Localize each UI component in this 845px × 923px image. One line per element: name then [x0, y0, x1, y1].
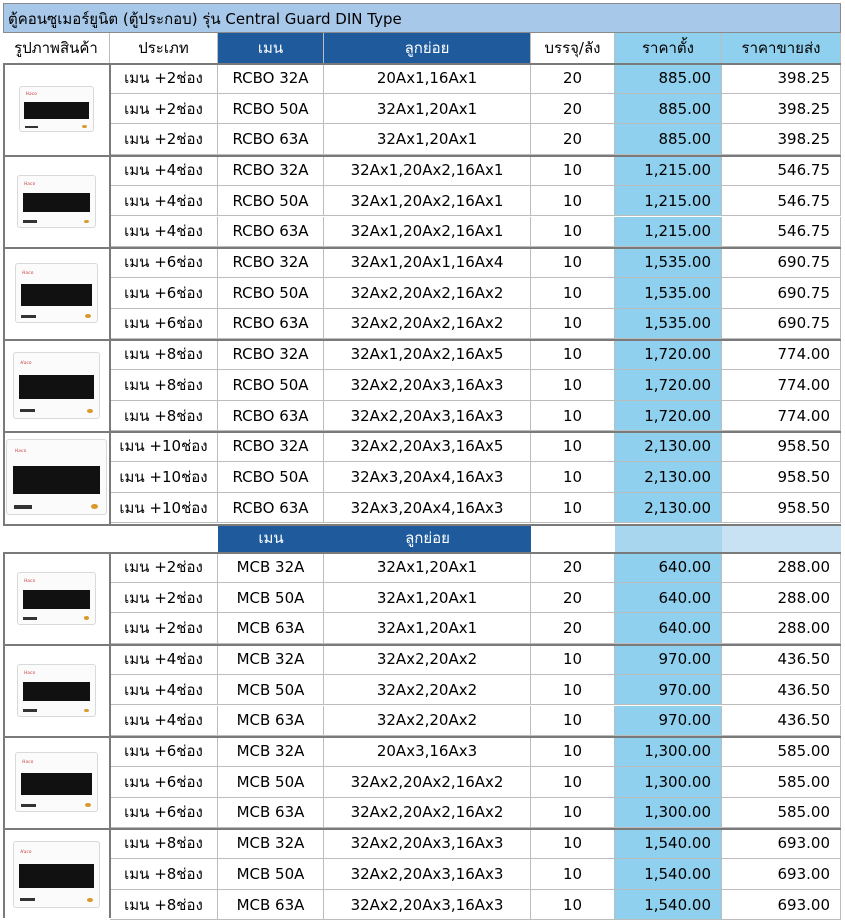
label-plate: [21, 315, 36, 318]
main-cell: MCB 32A: [218, 828, 324, 859]
type-cell: เมน +8ช่อง: [110, 828, 218, 859]
list-price-cell: 970.00: [615, 644, 722, 675]
label-plate: [23, 220, 37, 223]
pack-cell: 10: [531, 278, 615, 309]
header-image: รูปภาพสินค้า: [3, 33, 110, 63]
list-price-cell: 1,535.00: [615, 309, 722, 340]
wholesale-price-cell: 585.00: [722, 736, 841, 767]
list-price-cell: 640.00: [615, 552, 722, 583]
label-plate: [20, 898, 35, 901]
wholesale-price-cell: 690.75: [722, 247, 841, 278]
main-cell: MCB 50A: [218, 583, 324, 614]
sub-cell: 32Ax2,20Ax2: [324, 706, 531, 737]
pack-cell: 20: [531, 124, 615, 155]
pack-cell: 10: [531, 767, 615, 798]
main-cell: RCBO 32A: [218, 247, 324, 278]
pack-cell: 20: [531, 552, 615, 583]
product-image: [13, 841, 101, 907]
indicator-dot: [87, 898, 93, 903]
group-divider: [3, 247, 841, 249]
main-cell: RCBO 32A: [218, 63, 324, 94]
breaker-window: [23, 193, 91, 212]
subheader-wholesale-fill: [722, 524, 841, 553]
group-divider: [3, 155, 841, 157]
header-pack: บรรจุ/ลัง: [531, 33, 615, 63]
product-image: [13, 352, 101, 418]
list-price-cell: 640.00: [615, 613, 722, 644]
wholesale-price-cell: 436.50: [722, 706, 841, 737]
sub-cell: 32Ax2,20Ax3,16Ax3: [324, 890, 531, 921]
type-cell: เมน +4ช่อง: [110, 644, 218, 675]
subheader-sub: ลูกย่อย: [324, 524, 531, 553]
wholesale-price-cell: 693.00: [722, 859, 841, 890]
product-image: [6, 439, 107, 515]
pack-cell: 10: [531, 644, 615, 675]
breaker-window: [21, 773, 93, 795]
header-list-price: ราคาตั้ง: [615, 33, 722, 63]
brand-logo: Haco: [25, 91, 38, 97]
brand-logo: Haco: [24, 669, 36, 675]
sheet-title: ตู้คอนซูเมอร์ยูนิต (ตู้ประกอบ) รุ่น Central Guard DIN Type: [3, 3, 841, 33]
type-cell: เมน +6ช่อง: [110, 736, 218, 767]
type-cell: เมน +4ช่อง: [110, 155, 218, 186]
sub-cell: 20Ax3,16Ax3: [324, 736, 531, 767]
list-price-cell: 1,540.00: [615, 890, 722, 921]
list-price-cell: 1,300.00: [615, 767, 722, 798]
product-image: [17, 175, 96, 228]
main-cell: RCBO 50A: [218, 94, 324, 125]
list-price-cell: 1,540.00: [615, 859, 722, 890]
breaker-window: [13, 466, 100, 494]
list-price-cell: 1,720.00: [615, 370, 722, 401]
group-divider: [3, 524, 841, 526]
wholesale-price-cell: 585.00: [722, 767, 841, 798]
breaker-window: [21, 284, 93, 306]
pack-cell: 10: [531, 370, 615, 401]
group-border: [3, 63, 5, 524]
list-price-cell: 1,540.00: [615, 828, 722, 859]
wholesale-price-cell: 398.25: [722, 124, 841, 155]
sub-cell: 32Ax1,20Ax1: [324, 583, 531, 614]
group-divider: [3, 63, 841, 65]
type-cell: เมน +4ช่อง: [110, 186, 218, 217]
main-cell: RCBO 50A: [218, 186, 324, 217]
indicator-dot: [84, 220, 89, 224]
list-price-cell: 1,720.00: [615, 339, 722, 370]
main-cell: MCB 32A: [218, 644, 324, 675]
wholesale-price-cell: 436.50: [722, 644, 841, 675]
type-cell: เมน +10ช่อง: [110, 431, 218, 462]
indicator-dot: [85, 803, 91, 807]
pack-cell: 10: [531, 798, 615, 829]
product-image: [15, 752, 98, 812]
pack-cell: 20: [531, 613, 615, 644]
type-cell: เมน +2ช่อง: [110, 552, 218, 583]
wholesale-price-cell: 774.00: [722, 401, 841, 432]
pack-cell: 10: [531, 493, 615, 524]
main-cell: RCBO 50A: [218, 370, 324, 401]
indicator-dot: [84, 709, 89, 713]
label-plate: [23, 709, 37, 712]
list-price-cell: 1,300.00: [615, 798, 722, 829]
header-wholesale-price: ราคาขายส่ง: [722, 33, 841, 63]
pack-cell: 10: [531, 736, 615, 767]
brand-logo: Haco: [22, 759, 34, 765]
list-price-cell: 1,720.00: [615, 401, 722, 432]
brand-logo: Haco: [24, 180, 36, 186]
group-divider: [3, 828, 841, 830]
sub-cell: 32Ax1,20Ax1: [324, 613, 531, 644]
list-price-cell: 885.00: [615, 124, 722, 155]
sub-cell: 32Ax1,20Ax2,16Ax1: [324, 217, 531, 248]
pack-cell: 20: [531, 583, 615, 614]
main-cell: RCBO 50A: [218, 278, 324, 309]
pack-cell: 10: [531, 339, 615, 370]
type-cell: เมน +8ช่อง: [110, 339, 218, 370]
group-divider: [3, 339, 841, 341]
main-cell: RCBO 63A: [218, 401, 324, 432]
brand-logo: Haco: [22, 270, 34, 276]
pack-cell: 20: [531, 63, 615, 94]
breaker-window: [23, 682, 91, 701]
sub-cell: 32Ax1,20Ax2,16Ax1: [324, 155, 531, 186]
pack-cell: 10: [531, 155, 615, 186]
indicator-dot: [91, 504, 98, 509]
group-divider: [3, 644, 841, 646]
main-cell: MCB 63A: [218, 890, 324, 921]
type-cell: เมน +2ช่อง: [110, 124, 218, 155]
main-cell: MCB 50A: [218, 859, 324, 890]
sub-cell: 32Ax2,20Ax3,16Ax3: [324, 370, 531, 401]
group-border: [109, 63, 111, 524]
group-border: [3, 552, 5, 918]
list-price-cell: 1,215.00: [615, 217, 722, 248]
sub-cell: 32Ax1,20Ax2,16Ax1: [324, 186, 531, 217]
type-cell: เมน +6ช่อง: [110, 309, 218, 340]
pack-cell: 10: [531, 401, 615, 432]
list-price-cell: 970.00: [615, 675, 722, 706]
product-image: [15, 263, 98, 323]
product-image: [17, 664, 96, 717]
type-cell: เมน +6ช่อง: [110, 798, 218, 829]
breaker-window: [23, 590, 91, 609]
pack-cell: 10: [531, 859, 615, 890]
sub-cell: 32Ax2,20Ax3,16Ax3: [324, 401, 531, 432]
wholesale-price-cell: 958.50: [722, 493, 841, 524]
pack-cell: 10: [531, 431, 615, 462]
type-cell: เมน +2ช่อง: [110, 583, 218, 614]
pack-cell: 10: [531, 186, 615, 217]
group-divider: [3, 431, 841, 433]
label-plate: [20, 409, 35, 412]
wholesale-price-cell: 288.00: [722, 613, 841, 644]
list-price-cell: 640.00: [615, 583, 722, 614]
type-cell: เมน +8ช่อง: [110, 370, 218, 401]
list-price-cell: 885.00: [615, 63, 722, 94]
type-cell: เมน +2ช่อง: [110, 94, 218, 125]
wholesale-price-cell: 690.75: [722, 278, 841, 309]
sub-cell: 32Ax2,20Ax2: [324, 644, 531, 675]
type-cell: เมน +10ช่อง: [110, 493, 218, 524]
main-cell: RCBO 32A: [218, 431, 324, 462]
pack-cell: 10: [531, 462, 615, 493]
main-cell: MCB 32A: [218, 552, 324, 583]
pack-cell: 10: [531, 247, 615, 278]
sub-cell: 32Ax2,20Ax2: [324, 675, 531, 706]
label-plate: [14, 505, 32, 509]
main-cell: RCBO 32A: [218, 339, 324, 370]
list-price-cell: 885.00: [615, 94, 722, 125]
indicator-dot: [87, 409, 93, 414]
brand-logo: Haco: [15, 447, 27, 453]
sub-cell: 32Ax2,20Ax3,16Ax3: [324, 859, 531, 890]
main-cell: MCB 50A: [218, 675, 324, 706]
header-main: เมน: [218, 33, 324, 63]
sub-cell: 32Ax2,20Ax3,16Ax3: [324, 828, 531, 859]
product-image: [19, 86, 94, 132]
list-price-cell: 1,300.00: [615, 736, 722, 767]
type-cell: เมน +4ช่อง: [110, 706, 218, 737]
pack-cell: 10: [531, 217, 615, 248]
wholesale-price-cell: 693.00: [722, 890, 841, 921]
sub-cell: 20Ax1,16Ax1: [324, 63, 531, 94]
main-cell: RCBO 63A: [218, 309, 324, 340]
type-cell: เมน +2ช่อง: [110, 613, 218, 644]
wholesale-price-cell: 546.75: [722, 155, 841, 186]
wholesale-price-cell: 958.50: [722, 431, 841, 462]
header-sub: ลูกย่อย: [324, 33, 531, 63]
brand-logo: Haco: [24, 577, 36, 583]
sub-cell: 32Ax3,20Ax4,16Ax3: [324, 462, 531, 493]
wholesale-price-cell: 774.00: [722, 339, 841, 370]
wholesale-price-cell: 288.00: [722, 552, 841, 583]
pack-cell: 10: [531, 675, 615, 706]
pack-cell: 20: [531, 94, 615, 125]
main-cell: RCBO 63A: [218, 217, 324, 248]
type-cell: เมน +6ช่อง: [110, 278, 218, 309]
main-cell: MCB 63A: [218, 613, 324, 644]
main-cell: MCB 32A: [218, 736, 324, 767]
label-plate: [21, 804, 36, 807]
indicator-dot: [85, 314, 91, 318]
type-cell: เมน +8ช่อง: [110, 401, 218, 432]
type-cell: เมน +4ช่อง: [110, 217, 218, 248]
sub-cell: 32Ax3,20Ax4,16Ax3: [324, 493, 531, 524]
indicator-dot: [84, 616, 89, 620]
wholesale-price-cell: 774.00: [722, 370, 841, 401]
brand-logo: Haco: [20, 359, 32, 365]
wholesale-price-cell: 546.75: [722, 186, 841, 217]
main-cell: MCB 63A: [218, 706, 324, 737]
sub-cell: 32Ax2,20Ax2,16Ax2: [324, 798, 531, 829]
list-price-cell: 1,535.00: [615, 278, 722, 309]
main-cell: RCBO 63A: [218, 493, 324, 524]
list-price-cell: 2,130.00: [615, 493, 722, 524]
group-border: [109, 552, 111, 918]
type-cell: เมน +4ช่อง: [110, 675, 218, 706]
subheader-main: เมน: [218, 524, 324, 553]
type-cell: เมน +10ช่อง: [110, 462, 218, 493]
sub-cell: 32Ax1,20Ax1,16Ax4: [324, 247, 531, 278]
wholesale-price-cell: 693.00: [722, 828, 841, 859]
list-price-cell: 1,215.00: [615, 186, 722, 217]
sub-cell: 32Ax2,20Ax3,16Ax5: [324, 431, 531, 462]
pack-cell: 10: [531, 706, 615, 737]
product-image: [17, 572, 96, 625]
wholesale-price-cell: 436.50: [722, 675, 841, 706]
sub-cell: 32Ax1,20Ax1: [324, 124, 531, 155]
sub-cell: 32Ax2,20Ax2,16Ax2: [324, 767, 531, 798]
main-cell: RCBO 63A: [218, 124, 324, 155]
list-price-cell: 2,130.00: [615, 431, 722, 462]
type-cell: เมน +6ช่อง: [110, 767, 218, 798]
wholesale-price-cell: 398.25: [722, 63, 841, 94]
type-cell: เมน +8ช่อง: [110, 890, 218, 921]
wholesale-price-cell: 398.25: [722, 94, 841, 125]
wholesale-price-cell: 585.00: [722, 798, 841, 829]
sub-cell: 32Ax2,20Ax2,16Ax2: [324, 278, 531, 309]
wholesale-price-cell: 546.75: [722, 217, 841, 248]
main-cell: RCBO 32A: [218, 155, 324, 186]
breaker-window: [19, 864, 94, 888]
label-plate: [25, 126, 38, 128]
wholesale-price-cell: 958.50: [722, 462, 841, 493]
breaker-window: [19, 375, 94, 399]
main-cell: MCB 50A: [218, 767, 324, 798]
group-divider: [3, 552, 841, 554]
sub-cell: 32Ax2,20Ax2,16Ax2: [324, 309, 531, 340]
list-price-cell: 2,130.00: [615, 462, 722, 493]
sub-cell: 32Ax1,20Ax1: [324, 552, 531, 583]
list-price-cell: 1,215.00: [615, 155, 722, 186]
brand-logo: Haco: [20, 848, 32, 854]
list-price-cell: 970.00: [615, 706, 722, 737]
sub-cell: 32Ax1,20Ax1: [324, 94, 531, 125]
group-divider: [3, 736, 841, 738]
pack-cell: 10: [531, 309, 615, 340]
pack-cell: 10: [531, 828, 615, 859]
wholesale-price-cell: 288.00: [722, 583, 841, 614]
wholesale-price-cell: 690.75: [722, 309, 841, 340]
sub-cell: 32Ax1,20Ax2,16Ax5: [324, 339, 531, 370]
breaker-window: [24, 102, 88, 119]
pack-cell: 10: [531, 890, 615, 921]
type-cell: เมน +2ช่อง: [110, 63, 218, 94]
list-price-cell: 1,535.00: [615, 247, 722, 278]
type-cell: เมน +8ช่อง: [110, 859, 218, 890]
indicator-dot: [82, 125, 87, 128]
type-cell: เมน +6ช่อง: [110, 247, 218, 278]
label-plate: [23, 617, 37, 620]
subheader-list-fill: [615, 524, 722, 553]
main-cell: RCBO 50A: [218, 462, 324, 493]
main-cell: MCB 63A: [218, 798, 324, 829]
header-type: ประเภท: [110, 33, 218, 63]
